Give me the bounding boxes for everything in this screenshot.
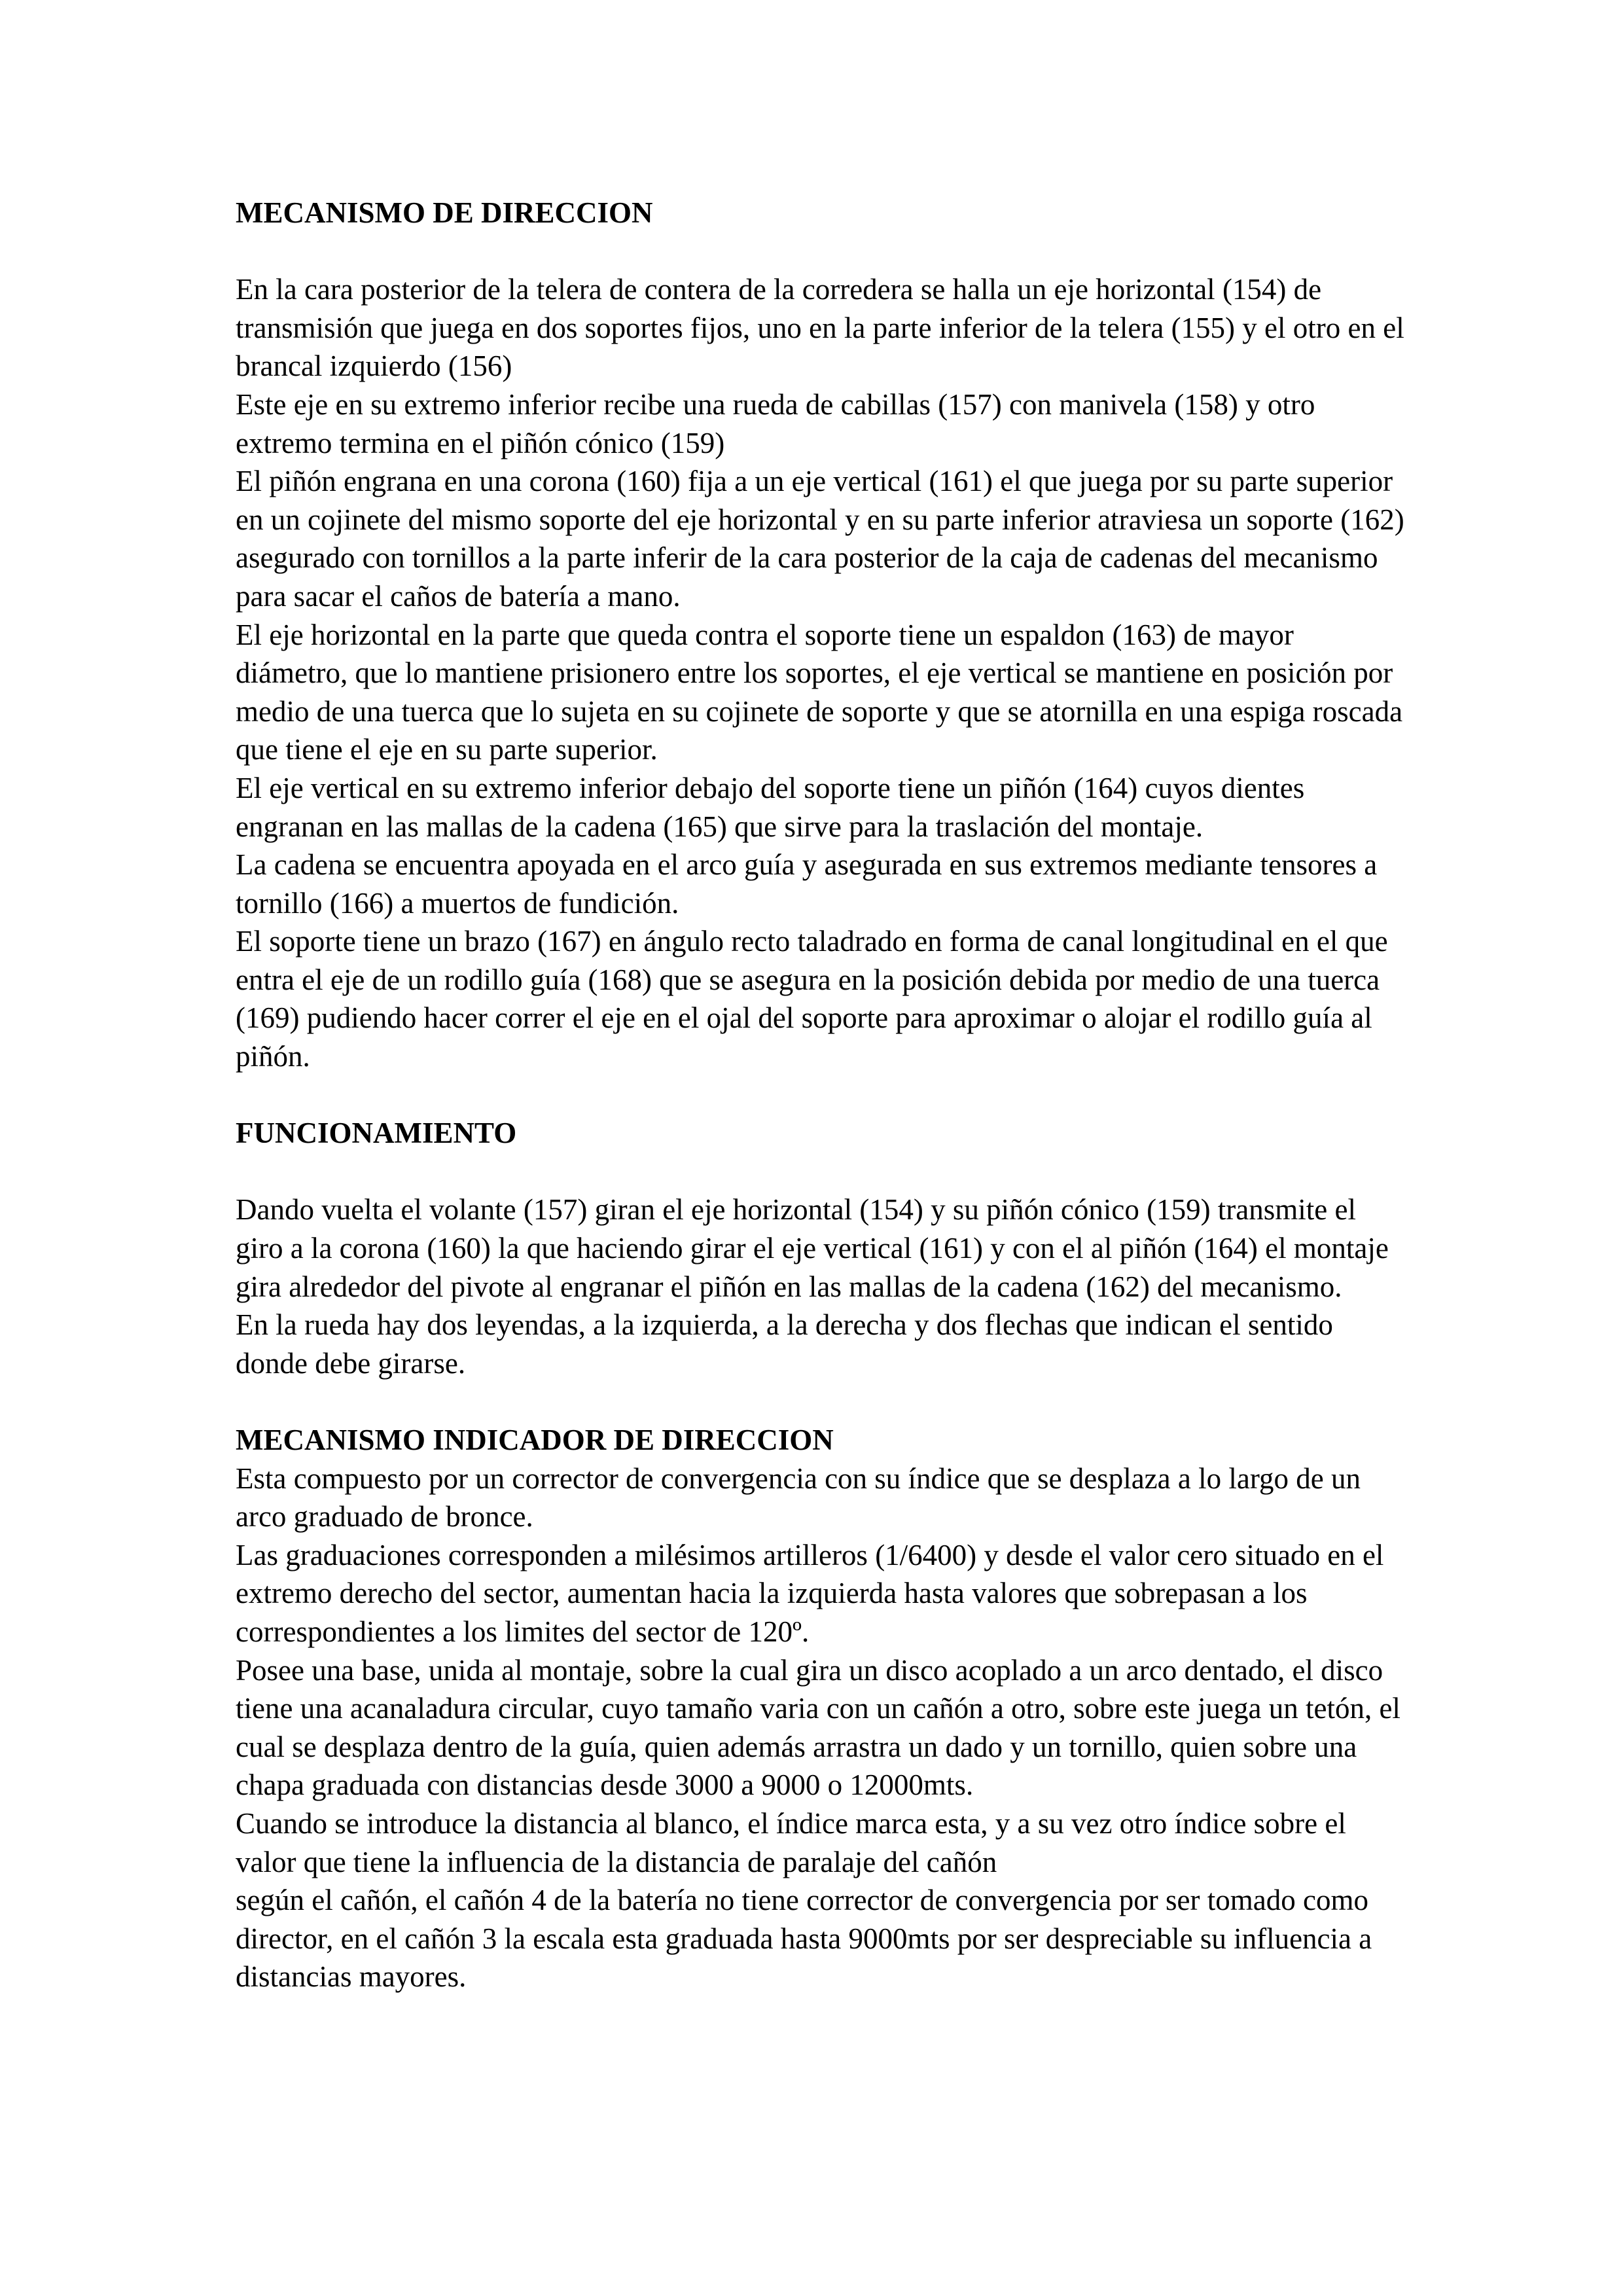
paragraph: El eje vertical en su extremo inferior debajo del soporte tiene un piñón (164) cuyos dientes engranan en las mallas de la cadena (165) que sirve para la traslación del montaje. (236, 771, 1305, 843)
section-funcionamiento (236, 1114, 1407, 1382)
paragraph: Esta compuesto por un corrector de convergencia con su índice que se desplaza a lo largo de un arco graduado de bronce. (236, 1462, 1361, 1534)
section-mecanismo-direccion (236, 194, 1407, 1076)
paragraph: Dando vuelta el volante (157) giran el eje horizontal (154) y su piñón cónico (159) transmite el giro a la corona (160) la que haciendo girar el eje vertical (161) y con el al piñón (164) el montaje gira alrededor del pivote al engranar el piñón en las mallas de la cadena (162) del mecanismo. (236, 1193, 1389, 1303)
paragraph: En la rueda hay dos leyendas, a la izquierda, a la derecha y dos flechas que indican el sentido donde debe girarse. (236, 1308, 1333, 1380)
paragraph: según el cañón, el cañón 4 de la batería no tiene corrector de convergencia por ser tomado como director, en el cañón 3 la escala esta graduada hasta 9000mts por ser despreciable su influencia a distancias mayores. (236, 1884, 1372, 1994)
document-page (236, 194, 1407, 1996)
paragraph: El eje horizontal en la parte que queda contra el soporte tiene un espaldon (163) de mayor diámetro, que lo mantiene prisionero entre los soportes, el eje vertical se mantiene en posición por medio de una tuerca que lo sujeta en su cojinete de soporte y que se atornilla en una espiga roscada que tiene el eje en su parte superior. (236, 618, 1403, 766)
paragraph: Posee una base, unida al montaje, sobre la cual gira un disco acoplado a un arco dentado, el disco tiene una acanaladura circular, cuyo tamaño varia con un cañón a otro, sobre este juega un tetón, el cual se desplaza dentro de la guía, quien además arrastra un dado y un tornillo, quien sobre una chapa graduada con distancias desde 3000 a 9000 o 12000mts. (236, 1653, 1400, 1802)
section-heading: MECANISMO INDICADOR DE DIRECCION (236, 1424, 834, 1456)
section-heading: MECANISMO DE DIRECCION (236, 196, 653, 229)
paragraph: La cadena se encuentra apoyada en el arco guía y asegurada en sus extremos mediante tensores a tornillo (166) a muertos de fundición. (236, 848, 1378, 920)
section-heading: FUNCIONAMIENTO (236, 1117, 517, 1150)
paragraph: Las graduaciones corresponden a milésimos artilleros (1/6400) y desde el valor cero situado en el extremo derecho del sector, aumentan hacia la izquierda hasta valores que sobrepasan a los correspondientes a los limites del sector de 120º. (236, 1538, 1384, 1648)
section-mecanismo-indicador (236, 1421, 1407, 1996)
paragraph: Este eje en su extremo inferior recibe una rueda de cabillas (157) con manivela (158) y otro extremo termina en el piñón cónico (159) (236, 387, 1315, 459)
paragraph: Cuando se introduce la distancia al blanco, el índice marca esta, y a su vez otro índice sobre el valor que tiene la influencia de la distancia de paralaje del cañón (236, 1806, 1346, 1878)
paragraph: El piñón engrana en una corona (160) fija a un eje vertical (161) el que juega por su parte superior en un cojinete del mismo soporte del eje horizontal y en su parte inferior atraviesa un soporte (162) asegurado con tornillos a la parte inferir de la cara posterior de la caja de cadenas del mecanismo para sacar el caños de batería a mano. (236, 465, 1404, 613)
paragraph: En la cara posterior de la telera de contera de la corredera se halla un eje horizontal (154) de transmisión que juega en dos soportes fijos, uno en la parte inferior de la telera (155) y el otro en el brancal izquierdo (156) (236, 273, 1404, 383)
paragraph: El soporte tiene un brazo (167) en ángulo recto taladrado en forma de canal longitudinal en el que entra el eje de un rodillo guía (168) que se asegura en la posición debida por medio de una tuerca (169) pudiendo hacer correr el eje en el ojal del soporte para aproximar o alojar el rodillo guía al piñón. (236, 925, 1388, 1073)
